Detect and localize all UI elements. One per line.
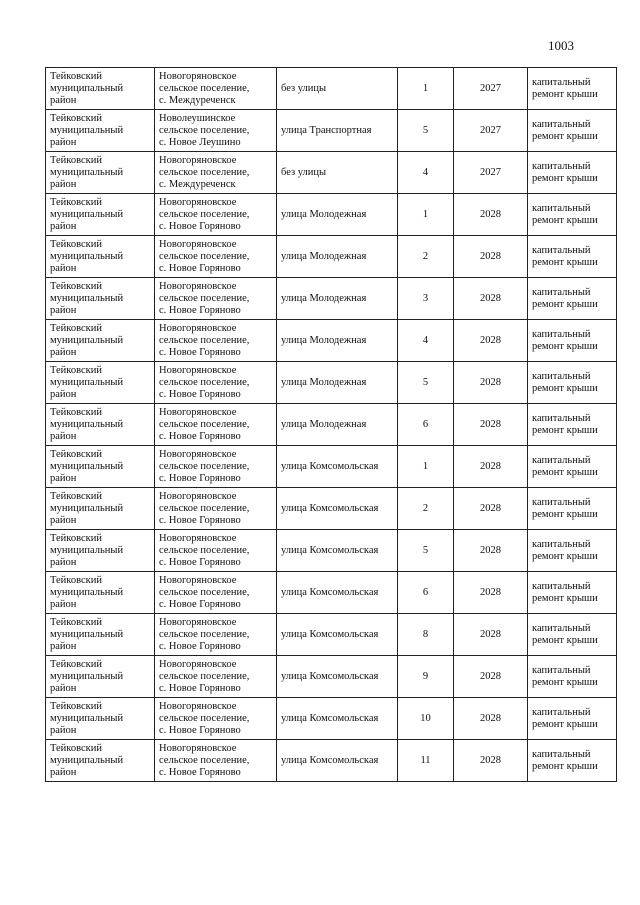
house-number-cell: 4 — [398, 320, 454, 362]
district-cell — [46, 446, 155, 488]
street-cell: улица Транспортная — [277, 110, 398, 152]
district-cell — [46, 236, 155, 278]
district-cell-line: район — [50, 556, 77, 568]
district-cell-line: Тейковский — [50, 490, 103, 502]
settlement-cell-line: с. Междуреченск — [159, 178, 236, 190]
year-cell: 2028 — [454, 194, 528, 236]
district-cell-line: район — [50, 766, 77, 778]
table-row — [46, 404, 617, 446]
settlement-cell — [155, 152, 277, 194]
year-cell: 2028 — [454, 404, 528, 446]
district-cell-line: муниципальный — [50, 586, 124, 598]
house-number-cell: 2 — [398, 236, 454, 278]
settlement-cell-line: сельское поселение, — [159, 544, 250, 556]
work-type-cell — [528, 446, 617, 488]
settlement-cell-line: Новогоряновское — [159, 490, 237, 502]
house-number-cell: 5 — [398, 362, 454, 404]
settlement-cell-line: Новогоряновское — [159, 70, 237, 82]
street-cell: без улицы — [277, 152, 398, 194]
work-type-cell — [528, 740, 617, 782]
table-row — [46, 278, 617, 320]
district-cell — [46, 656, 155, 698]
year-cell: 2028 — [454, 236, 528, 278]
year-cell: 2028 — [454, 278, 528, 320]
year-cell: 2027 — [454, 152, 528, 194]
settlement-cell-line: сельское поселение, — [159, 586, 250, 598]
district-cell-line: район — [50, 94, 77, 106]
work-type-cell-line: ремонт крыши — [532, 298, 598, 310]
settlement-cell-line: сельское поселение, — [159, 376, 250, 388]
work-type-cell-line: капитальный — [532, 370, 591, 382]
district-cell — [46, 362, 155, 404]
work-type-cell-line: ремонт крыши — [532, 550, 598, 562]
district-cell-line: район — [50, 682, 77, 694]
settlement-cell-line: Новогоряновское — [159, 574, 237, 586]
district-cell-line: муниципальный — [50, 544, 124, 556]
street-cell: улица Комсомольская — [277, 656, 398, 698]
district-cell — [46, 278, 155, 320]
work-type-cell-line: капитальный — [532, 202, 591, 214]
settlement-cell-line: сельское поселение, — [159, 82, 250, 94]
district-cell — [46, 572, 155, 614]
work-type-cell-line: ремонт крыши — [532, 130, 598, 142]
table-row — [46, 194, 617, 236]
district-cell-line: Тейковский — [50, 700, 103, 712]
work-type-cell-line: ремонт крыши — [532, 760, 598, 772]
district-cell-line: район — [50, 136, 77, 148]
work-type-cell-line: капитальный — [532, 580, 591, 592]
house-number-cell: 5 — [398, 530, 454, 572]
repair-schedule-table — [45, 67, 617, 782]
year-cell: 2028 — [454, 446, 528, 488]
table-row — [46, 530, 617, 572]
district-cell-line: Тейковский — [50, 742, 103, 754]
district-cell — [46, 320, 155, 362]
table-row — [46, 236, 617, 278]
district-cell-line: муниципальный — [50, 82, 124, 94]
work-type-cell — [528, 236, 617, 278]
settlement-cell-line: с. Новое Горяново — [159, 430, 241, 442]
street-cell: улица Молодежная — [277, 236, 398, 278]
settlement-cell-line: сельское поселение, — [159, 124, 250, 136]
street-cell: улица Молодежная — [277, 278, 398, 320]
table-row — [46, 572, 617, 614]
district-cell-line: район — [50, 220, 77, 232]
street-cell: улица Молодежная — [277, 320, 398, 362]
table-row — [46, 446, 617, 488]
district-cell-line: район — [50, 640, 77, 652]
settlement-cell-line: Новогоряновское — [159, 700, 237, 712]
district-cell-line: Тейковский — [50, 70, 103, 82]
work-type-cell-line: капитальный — [532, 622, 591, 634]
district-cell-line: район — [50, 346, 77, 358]
district-cell-line: муниципальный — [50, 376, 124, 388]
house-number-cell: 10 — [398, 698, 454, 740]
settlement-cell-line: с. Новое Горяново — [159, 724, 241, 736]
house-number-cell: 3 — [398, 278, 454, 320]
district-cell-line: муниципальный — [50, 292, 124, 304]
settlement-cell-line: с. Новое Горяново — [159, 388, 241, 400]
district-cell-line: Тейковский — [50, 616, 103, 628]
settlement-cell — [155, 320, 277, 362]
street-cell: улица Комсомольская — [277, 446, 398, 488]
work-type-cell-line: ремонт крыши — [532, 424, 598, 436]
district-cell-line: Тейковский — [50, 238, 103, 250]
house-number-cell: 9 — [398, 656, 454, 698]
house-number-cell: 4 — [398, 152, 454, 194]
settlement-cell-line: сельское поселение, — [159, 670, 250, 682]
work-type-cell — [528, 572, 617, 614]
district-cell-line: муниципальный — [50, 628, 124, 640]
settlement-cell-line: Новогоряновское — [159, 280, 237, 292]
settlement-cell-line: сельское поселение, — [159, 628, 250, 640]
district-cell — [46, 152, 155, 194]
settlement-cell-line: с. Новое Горяново — [159, 598, 241, 610]
work-type-cell — [528, 68, 617, 110]
work-type-cell-line: ремонт крыши — [532, 466, 598, 478]
settlement-cell — [155, 110, 277, 152]
settlement-cell — [155, 698, 277, 740]
settlement-cell-line: сельское поселение, — [159, 460, 250, 472]
district-cell-line: район — [50, 430, 77, 442]
settlement-cell — [155, 278, 277, 320]
district-cell — [46, 110, 155, 152]
settlement-cell-line: Новогоряновское — [159, 616, 237, 628]
district-cell-line: муниципальный — [50, 754, 124, 766]
table-row — [46, 362, 617, 404]
settlement-cell-line: с. Новое Горяново — [159, 640, 241, 652]
year-cell: 2027 — [454, 110, 528, 152]
work-type-cell — [528, 614, 617, 656]
settlement-cell-line: Новогоряновское — [159, 196, 237, 208]
settlement-cell — [155, 656, 277, 698]
district-cell-line: муниципальный — [50, 208, 124, 220]
work-type-cell-line: ремонт крыши — [532, 592, 598, 604]
year-cell: 2028 — [454, 656, 528, 698]
settlement-cell-line: сельское поселение, — [159, 712, 250, 724]
work-type-cell — [528, 278, 617, 320]
year-cell: 2028 — [454, 362, 528, 404]
settlement-cell — [155, 68, 277, 110]
work-type-cell-line: ремонт крыши — [532, 508, 598, 520]
table-row — [46, 110, 617, 152]
house-number-cell: 11 — [398, 740, 454, 782]
work-type-cell-line: капитальный — [532, 706, 591, 718]
settlement-cell-line: Новогоряновское — [159, 448, 237, 460]
district-cell-line: Тейковский — [50, 532, 103, 544]
year-cell: 2028 — [454, 572, 528, 614]
street-cell: улица Комсомольская — [277, 488, 398, 530]
settlement-cell-line: сельское поселение, — [159, 292, 250, 304]
work-type-cell-line: ремонт крыши — [532, 340, 598, 352]
work-type-cell-line: ремонт крыши — [532, 634, 598, 646]
district-cell — [46, 68, 155, 110]
street-cell: улица Комсомольская — [277, 614, 398, 656]
house-number-cell: 5 — [398, 110, 454, 152]
settlement-cell-line: Новогоряновское — [159, 364, 237, 376]
work-type-cell-line: капитальный — [532, 748, 591, 760]
work-type-cell — [528, 656, 617, 698]
table-row — [46, 656, 617, 698]
work-type-cell-line: капитальный — [532, 538, 591, 550]
work-type-cell-line: капитальный — [532, 496, 591, 508]
settlement-cell-line: Новогоряновское — [159, 406, 237, 418]
work-type-cell-line: ремонт крыши — [532, 718, 598, 730]
work-type-cell-line: капитальный — [532, 286, 591, 298]
work-type-cell — [528, 194, 617, 236]
district-cell-line: муниципальный — [50, 124, 124, 136]
house-number-cell: 1 — [398, 194, 454, 236]
settlement-cell-line: с. Новое Горяново — [159, 304, 241, 316]
work-type-cell-line: ремонт крыши — [532, 214, 598, 226]
district-cell-line: муниципальный — [50, 502, 124, 514]
work-type-cell-line: капитальный — [532, 412, 591, 424]
settlement-cell — [155, 572, 277, 614]
district-cell — [46, 698, 155, 740]
district-cell — [46, 740, 155, 782]
house-number-cell: 1 — [398, 68, 454, 110]
settlement-cell — [155, 740, 277, 782]
settlement-cell-line: с. Новое Горяново — [159, 220, 241, 232]
settlement-cell — [155, 404, 277, 446]
work-type-cell — [528, 488, 617, 530]
settlement-cell-line: сельское поселение, — [159, 334, 250, 346]
table-row — [46, 698, 617, 740]
district-cell-line: Тейковский — [50, 658, 103, 670]
settlement-cell-line: Новогоряновское — [159, 154, 237, 166]
work-type-cell-line: ремонт крыши — [532, 256, 598, 268]
settlement-cell — [155, 488, 277, 530]
settlement-cell — [155, 530, 277, 572]
work-type-cell-line: ремонт крыши — [532, 382, 598, 394]
street-cell: улица Молодежная — [277, 194, 398, 236]
settlement-cell-line: Новогоряновское — [159, 658, 237, 670]
district-cell — [46, 614, 155, 656]
district-cell-line: муниципальный — [50, 460, 124, 472]
settlement-cell-line: сельское поселение, — [159, 166, 250, 178]
house-number-cell: 6 — [398, 572, 454, 614]
work-type-cell — [528, 362, 617, 404]
street-cell: улица Комсомольская — [277, 572, 398, 614]
district-cell — [46, 530, 155, 572]
district-cell-line: Тейковский — [50, 280, 103, 292]
district-cell-line: Тейковский — [50, 574, 103, 586]
work-type-cell-line: капитальный — [532, 76, 591, 88]
settlement-cell — [155, 194, 277, 236]
house-number-cell: 1 — [398, 446, 454, 488]
work-type-cell-line: ремонт крыши — [532, 172, 598, 184]
settlement-cell-line: с. Новое Леушино — [159, 136, 241, 148]
street-cell: без улицы — [277, 68, 398, 110]
district-cell-line: Тейковский — [50, 112, 103, 124]
year-cell: 2028 — [454, 488, 528, 530]
work-type-cell-line: капитальный — [532, 244, 591, 256]
work-type-cell-line: капитальный — [532, 118, 591, 130]
district-cell-line: район — [50, 388, 77, 400]
page-number: 1003 — [548, 38, 574, 53]
settlement-cell-line: Новогоряновское — [159, 238, 237, 250]
work-type-cell-line: капитальный — [532, 454, 591, 466]
work-type-cell-line: ремонт крыши — [532, 88, 598, 100]
district-cell — [46, 404, 155, 446]
table-row — [46, 320, 617, 362]
street-cell: улица Молодежная — [277, 404, 398, 446]
work-type-cell — [528, 530, 617, 572]
district-cell-line: муниципальный — [50, 418, 124, 430]
year-cell: 2027 — [454, 68, 528, 110]
settlement-cell — [155, 236, 277, 278]
district-cell-line: Тейковский — [50, 154, 103, 166]
district-cell-line: муниципальный — [50, 334, 124, 346]
settlement-cell-line: сельское поселение, — [159, 418, 250, 430]
district-cell-line: муниципальный — [50, 670, 124, 682]
house-number-cell: 2 — [398, 488, 454, 530]
settlement-cell — [155, 446, 277, 488]
district-cell-line: муниципальный — [50, 166, 124, 178]
work-type-cell — [528, 110, 617, 152]
settlement-cell-line: с. Новое Горяново — [159, 556, 241, 568]
settlement-cell-line: Новолеушинское — [159, 112, 236, 124]
house-number-cell: 6 — [398, 404, 454, 446]
district-cell-line: район — [50, 514, 77, 526]
house-number-cell: 8 — [398, 614, 454, 656]
district-cell-line: Тейковский — [50, 322, 103, 334]
settlement-cell-line: Новогоряновское — [159, 742, 237, 754]
settlement-cell-line: с. Новое Горяново — [159, 682, 241, 694]
street-cell: улица Комсомольская — [277, 740, 398, 782]
district-cell-line: Тейковский — [50, 406, 103, 418]
work-type-cell-line: капитальный — [532, 328, 591, 340]
work-type-cell-line: ремонт крыши — [532, 676, 598, 688]
settlement-cell-line: с. Новое Горяново — [159, 346, 241, 358]
table-body — [46, 68, 617, 782]
work-type-cell — [528, 152, 617, 194]
settlement-cell-line: с. Новое Горяново — [159, 514, 241, 526]
district-cell-line: район — [50, 178, 77, 190]
district-cell-line: Тейковский — [50, 364, 103, 376]
settlement-cell-line: Новогоряновское — [159, 322, 237, 334]
street-cell: улица Комсомольская — [277, 698, 398, 740]
table-row — [46, 488, 617, 530]
settlement-cell-line: Новогоряновское — [159, 532, 237, 544]
settlement-cell-line: сельское поселение, — [159, 502, 250, 514]
work-type-cell-line: капитальный — [532, 664, 591, 676]
settlement-cell-line: с. Междуреченск — [159, 94, 236, 106]
district-cell-line: район — [50, 598, 77, 610]
district-cell-line: район — [50, 472, 77, 484]
district-cell-line: Тейковский — [50, 196, 103, 208]
work-type-cell-line: капитальный — [532, 160, 591, 172]
table-row — [46, 68, 617, 110]
table-row — [46, 152, 617, 194]
district-cell-line: муниципальный — [50, 250, 124, 262]
district-cell-line: район — [50, 724, 77, 736]
settlement-cell-line: с. Новое Горяново — [159, 766, 241, 778]
district-cell — [46, 194, 155, 236]
street-cell: улица Комсомольская — [277, 530, 398, 572]
district-cell-line: муниципальный — [50, 712, 124, 724]
settlement-cell-line: сельское поселение, — [159, 208, 250, 220]
settlement-cell-line: с. Новое Горяново — [159, 472, 241, 484]
district-cell-line: район — [50, 262, 77, 274]
table-row — [46, 740, 617, 782]
settlement-cell-line: с. Новое Горяново — [159, 262, 241, 274]
settlement-cell-line: сельское поселение, — [159, 250, 250, 262]
work-type-cell — [528, 404, 617, 446]
settlement-cell — [155, 614, 277, 656]
work-type-cell — [528, 320, 617, 362]
year-cell: 2028 — [454, 740, 528, 782]
settlement-cell — [155, 362, 277, 404]
district-cell-line: район — [50, 304, 77, 316]
work-type-cell — [528, 698, 617, 740]
settlement-cell-line: сельское поселение, — [159, 754, 250, 766]
district-cell-line: Тейковский — [50, 448, 103, 460]
year-cell: 2028 — [454, 530, 528, 572]
year-cell: 2028 — [454, 320, 528, 362]
table-row — [46, 614, 617, 656]
street-cell: улица Молодежная — [277, 362, 398, 404]
year-cell: 2028 — [454, 614, 528, 656]
district-cell — [46, 488, 155, 530]
year-cell: 2028 — [454, 698, 528, 740]
